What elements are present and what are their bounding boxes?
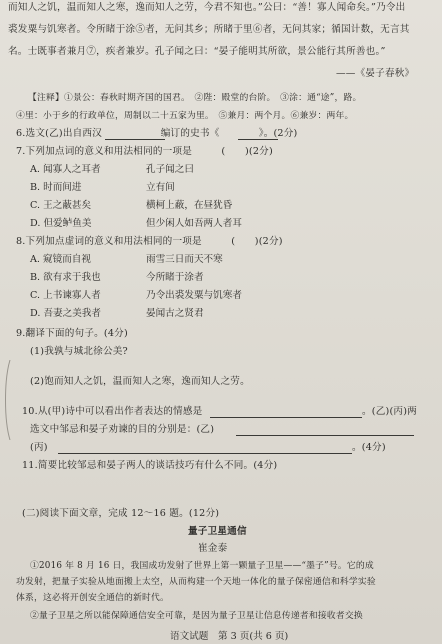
article-author: 崔金泰 [198,543,228,554]
q7-option-b-left: B. 时而间进 [30,182,82,193]
article-para-1-line-1: ①2016 年 8 月 16 日，我国成功发射了世界上第一颗量子卫星——“墨子”号。它的成 [30,561,374,571]
q8-option-b-right: 今所睹于涂者 [146,272,204,283]
q6-answer-blank-2[interactable] [238,129,278,140]
q10-answer-blank-3[interactable] [58,443,352,454]
q8-option-d-right: 晏闻古之贤君 [146,308,204,319]
q8-option-d-left: D. 吾妻之美我者 [30,308,102,319]
question-10-line-3: (丙) [30,442,48,453]
question-6: 6.选文(乙)出自西汉 编订的史书《 》。(2分) [16,128,298,139]
notes-line-1: 【注释】①景公：春秋时期齐国的国君。 ②陛：殿堂的台阶。 ③涂：通“途”，路。 [28,93,362,103]
article-para-2-line-1: ②量子卫星之所以能保障通信安全可靠，是因为量子卫星让信息传递者和接收者交换 [30,611,363,621]
section-2-heading: (二)阅读下面文章，完成 12～16 题。(12分) [22,508,220,519]
q7-option-d-right: 但少闲人如吾两人者耳 [146,218,242,229]
page-edge-shadow [2,360,12,440]
question-10-line-1-end: 。(乙)(丙)两 [362,406,417,417]
passage-line-1: 而知人之饥，温而知人之寒，逸而知人之劳，今君不知也。”公曰：“善！寡人闻命矣。”乃令出 [8,2,406,13]
passage-source: ——《晏子春秋》 [336,68,415,79]
q10-answer-blank-2[interactable] [236,425,414,436]
question-10-line-1: 10.从(甲)诗中可以看出作者表达的情感是 [22,406,203,417]
page-footer: 语文试题 第 3 页(共 6 页) [170,631,289,642]
question-9-part-2: (2)饱而知人之饥，温而知人之寒，逸而知人之劳。 [30,376,250,387]
question-7: 7.下列加点词的意义和用法相同的一项是 ( )(2分) [16,146,273,157]
notes-line-2: ④里：小于乡的行政单位，周制以二十五家为里。 ⑤兼月：两个月。⑥兼岁：两年。 [16,111,354,121]
q7-option-a-right: 孔子闻之曰 [146,164,194,175]
q6-answer-blank-1[interactable] [105,129,165,140]
q7-option-c-right: 横柯上蔽，在昼犹昏 [146,200,233,211]
passage-line-3: 名。士既事者兼月⑦，疾者兼岁。孔子闻之曰：“晏子能明其所欲，景公能行其所善也。” [8,46,386,57]
q10-answer-blank-1[interactable] [210,407,362,418]
question-10-line-2: 选文中邹忌和晏子劝谏的目的分别是：(乙) [30,424,215,435]
question-8: 8.下列加点虚词的意义和用法相同的一项是 ( )(2分) [16,236,283,247]
q7-option-c-left: C. 王之蔽甚矣 [30,200,92,211]
question-9-part-1: (1)我孰与城北徐公美? [30,346,128,357]
q8-option-a-left: A. 窥镜而自视 [30,254,91,265]
question-9: 9.翻译下面的句子。(4分) [16,328,128,339]
question-10-line-3-end: 。(4分) [352,442,386,453]
passage-line-2: 裘发粟与饥寒者。令所睹于涂⑤者，无问其乡；所睹于里⑥者，无问其家；循国计数，无言其 [8,24,410,35]
article-para-1-line-2: 功发射，把量子实验从地面搬上太空，从而构建一个天地一体化的量子保密通信和科学实验 [16,577,376,587]
q7-option-d-left: D. 但爱鲈鱼美 [30,218,92,229]
question-11: 11.简要比较邹忌和晏子两人的谈话技巧有什么不同。(4分) [22,460,278,471]
q8-option-b-left: B. 欲有求于我也 [30,272,101,283]
q7-option-b-right: 立有间 [146,182,175,193]
q8-option-c-left: C. 上书谏寡人者 [30,290,101,301]
q8-option-c-right: 乃令出裘发粟与饥寒者 [146,290,242,301]
article-para-1-line-3: 体系，这必将开创安全通信的新时代。 [16,593,169,603]
article-title: 量子卫星通信 [188,526,247,537]
q8-option-a-right: 雨雪三日而天不寒 [146,254,223,265]
q7-option-a-left: A. 闻寡人之耳者 [30,164,101,175]
